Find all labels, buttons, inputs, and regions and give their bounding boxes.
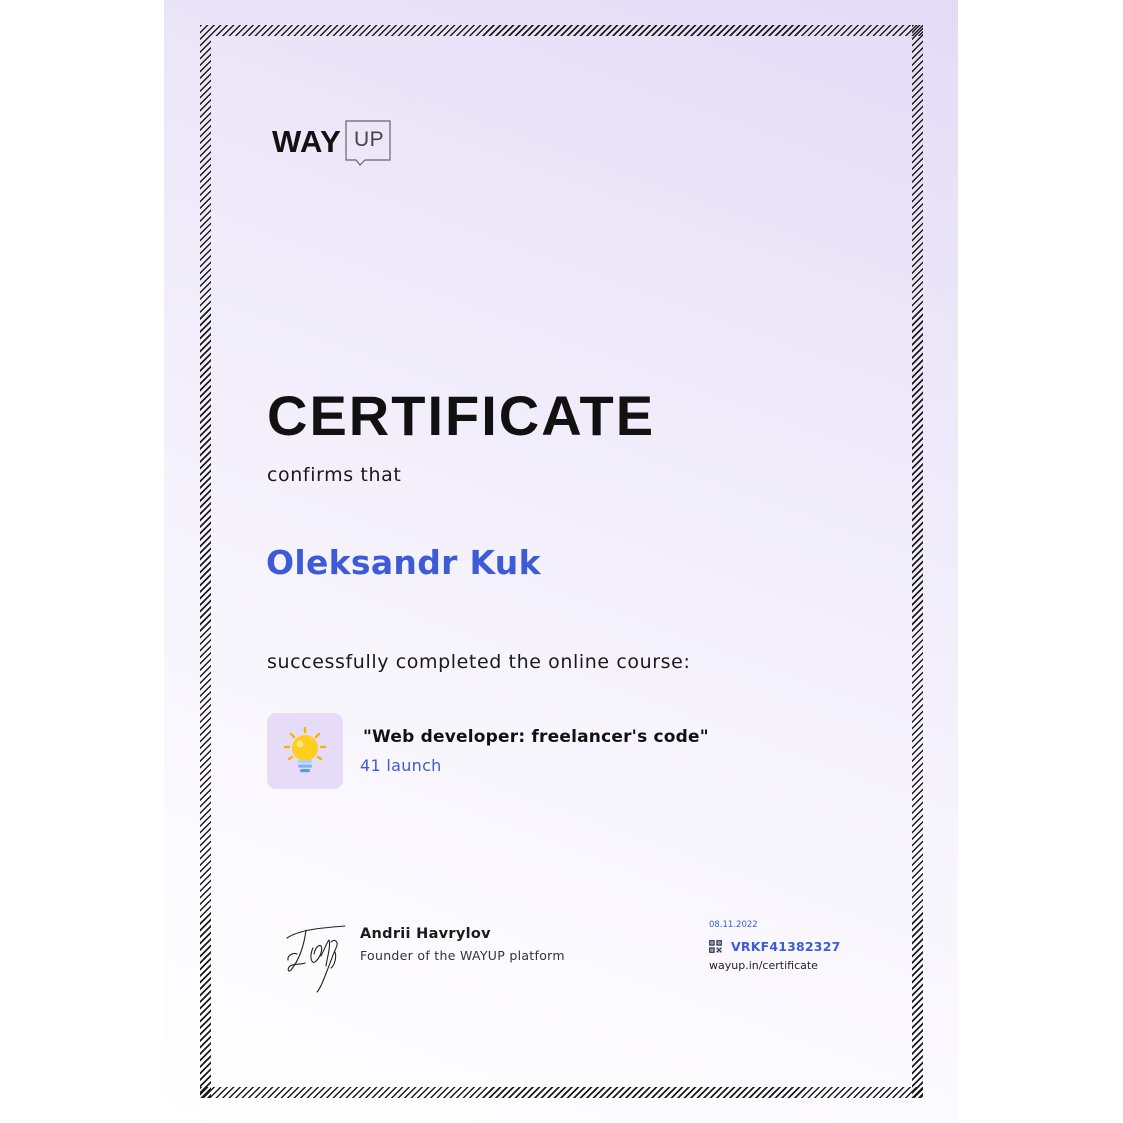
- lightbulb-icon: [267, 713, 343, 789]
- signer-name: Andrii Havrylov: [360, 926, 491, 942]
- logo-badge: [345, 120, 395, 168]
- completed-text: successfully completed the online course:: [267, 651, 691, 673]
- confirms-text: confirms that: [267, 464, 402, 486]
- verification-url: wayup.in/certificate: [709, 959, 818, 972]
- course-icon-tile: [267, 713, 343, 789]
- certificate-sheet: [164, 0, 958, 1123]
- frame-border-left: [200, 25, 211, 1098]
- frame-border-bottom: [200, 1087, 923, 1098]
- course-launch: 41 launch: [360, 756, 442, 775]
- signer-role: Founder of the WAYUP platform: [360, 948, 565, 963]
- certificate-title: CERTIFICATE: [267, 384, 656, 447]
- frame-border-right: [912, 25, 923, 1098]
- certificate-id: VRKF41382327: [731, 939, 841, 954]
- logo-word: WAY: [272, 124, 342, 159]
- issue-date: 08.11.2022: [709, 920, 758, 930]
- logo-badge-text: UP: [354, 128, 385, 151]
- handwritten-signature: [279, 918, 359, 996]
- recipient-name: Oleksandr Kuk: [266, 543, 541, 582]
- course-title: "Web developer: freelancer's code": [363, 727, 709, 747]
- frame-border-top: [200, 25, 923, 36]
- qr-code-icon: [709, 940, 722, 953]
